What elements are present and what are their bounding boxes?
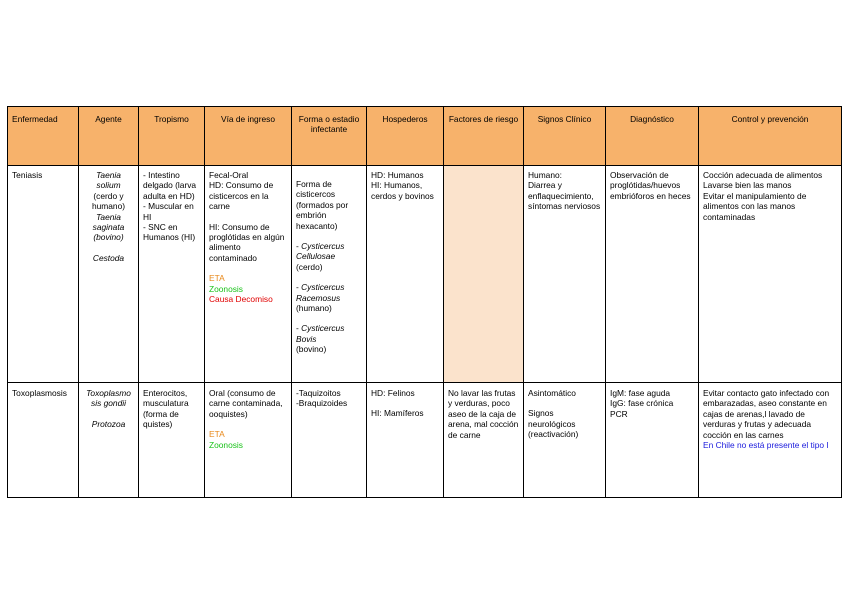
agente-line: saginata bbox=[92, 222, 125, 233]
table-row bbox=[8, 166, 842, 383]
enfermedad-cell: Toxoplasmosis bbox=[8, 383, 79, 498]
forma-cell bbox=[292, 166, 367, 383]
header-cell: Signos Clínico bbox=[524, 107, 606, 166]
header-cell: Forma o estadio infectante bbox=[292, 107, 367, 166]
via-cell bbox=[205, 166, 292, 383]
header-cell: Control y prevención bbox=[699, 107, 842, 166]
chile-note: En Chile no está presente el tipo I bbox=[703, 440, 829, 451]
agente-line: (bovino) bbox=[93, 232, 124, 243]
diagnostico-cell bbox=[606, 166, 699, 383]
agente-line: Taenia bbox=[96, 211, 121, 222]
signos-text: Humano: Diarrea y enflaquecimiento, síntomas nerviosos bbox=[528, 170, 601, 212]
control-text: Cocción adecuada de alimentos Lavarse bien las manos Evitar el manipulamiento de alimentos con las manos contaminadas bbox=[703, 170, 823, 222]
control-text: Evitar contacto gato infectado con embarazadas, aseo constante en cajas de arenas,l lavado de verduras y frutas y adecuada cocción en las carnes bbox=[703, 388, 830, 440]
agente-cell bbox=[79, 166, 139, 383]
forma-line: -Braquizoides bbox=[296, 398, 348, 409]
agente-line: sis gondii bbox=[91, 398, 126, 409]
forma-item: - Cysticercus Cellulosae bbox=[296, 241, 345, 262]
diagnostico-text: IgM: fase aguda IgG: fase crónica PCR bbox=[610, 388, 674, 419]
tropismo-cell: Enterocitos, musculatura (forma de quistes) bbox=[139, 383, 205, 498]
agente-line: Cestoda bbox=[92, 252, 125, 263]
diagnostico-text: Observación de proglótidas/huevos embrióforos en heces bbox=[610, 170, 691, 201]
diagnostico-cell bbox=[606, 383, 699, 498]
signos-line: Signos neurológicos (reactivación) bbox=[528, 408, 579, 440]
header-cell: Hospederos bbox=[367, 107, 444, 166]
signos-line: Asintomático bbox=[528, 388, 576, 398]
header-cell: Diagnóstico bbox=[606, 107, 699, 166]
factores-cell: No lavar las frutas y verduras, poco aseo de la caja de arena, mal cocción de carne bbox=[444, 383, 524, 498]
tropismo-text: - Intestino delgado (larva adulta en HD) - Muscular en HI - SNC en Humanos (HI) bbox=[143, 170, 197, 243]
table-row bbox=[8, 383, 842, 498]
agente-line: Taenia bbox=[96, 170, 121, 180]
hospederos-line: HD: Felinos bbox=[371, 388, 415, 398]
forma-host: (humano) bbox=[296, 303, 332, 314]
forma-item: - Cysticercus Racemosus bbox=[296, 282, 345, 303]
signos-cell bbox=[524, 166, 606, 383]
control-cell bbox=[699, 166, 842, 383]
agente-cell bbox=[79, 383, 139, 498]
disease-table bbox=[7, 106, 842, 498]
agente-line: (cerdo y bbox=[93, 190, 124, 201]
header-cell: Tropismo bbox=[139, 107, 205, 166]
header-row bbox=[8, 107, 842, 166]
via-cell bbox=[205, 383, 292, 498]
hospederos-line: HI: Mamíferos bbox=[371, 408, 424, 419]
eta-tag: ETA bbox=[209, 273, 225, 284]
forma-cell bbox=[292, 383, 367, 498]
hospederos-cell bbox=[367, 166, 444, 383]
hospederos-text: HD: Humanos HI: Humanos, cerdos y bovinos bbox=[371, 170, 434, 201]
enfermedad-cell: Teniasis bbox=[8, 166, 79, 383]
eta-tag: ETA bbox=[209, 429, 225, 440]
signos-cell bbox=[524, 383, 606, 498]
forma-intro: Forma de cisticercos (formados por embrión hexacanto) bbox=[296, 179, 349, 231]
header-cell: Vía de ingreso bbox=[205, 107, 292, 166]
control-cell bbox=[699, 383, 842, 498]
via-line: HD: Consumo de cisticercos en la carne bbox=[209, 180, 274, 212]
zoonosis-tag: Zoonosis bbox=[209, 283, 243, 294]
tropismo-cell bbox=[139, 166, 205, 383]
forma-host: (cerdo) bbox=[296, 261, 323, 272]
hospederos-cell bbox=[367, 383, 444, 498]
agente-line: solium bbox=[96, 180, 121, 191]
agente-line: Protozoa bbox=[91, 418, 126, 429]
forma-item: - Cysticercus Bovis bbox=[296, 323, 345, 344]
header-cell: Agente bbox=[79, 107, 139, 166]
agente-line: Toxoplasmo bbox=[86, 388, 131, 398]
agente-line: humano) bbox=[91, 201, 126, 212]
zoonosis-tag: Zoonosis bbox=[209, 439, 243, 450]
via-line: Fecal-Oral bbox=[209, 170, 249, 180]
forma-line: -Taquizoitos bbox=[296, 388, 341, 398]
header-cell: Factores de riesgo bbox=[444, 107, 524, 166]
forma-host: (bovino) bbox=[296, 344, 327, 355]
via-line: HI: Consumo de proglótidas en algún alimento contaminado bbox=[209, 221, 285, 263]
factores-cell bbox=[444, 166, 524, 383]
header-cell: Enfermedad bbox=[8, 107, 79, 166]
via-line: Oral (consumo de carne contaminada, ooquistes) bbox=[209, 388, 283, 419]
decomiso-tag: Causa Decomiso bbox=[209, 294, 273, 305]
